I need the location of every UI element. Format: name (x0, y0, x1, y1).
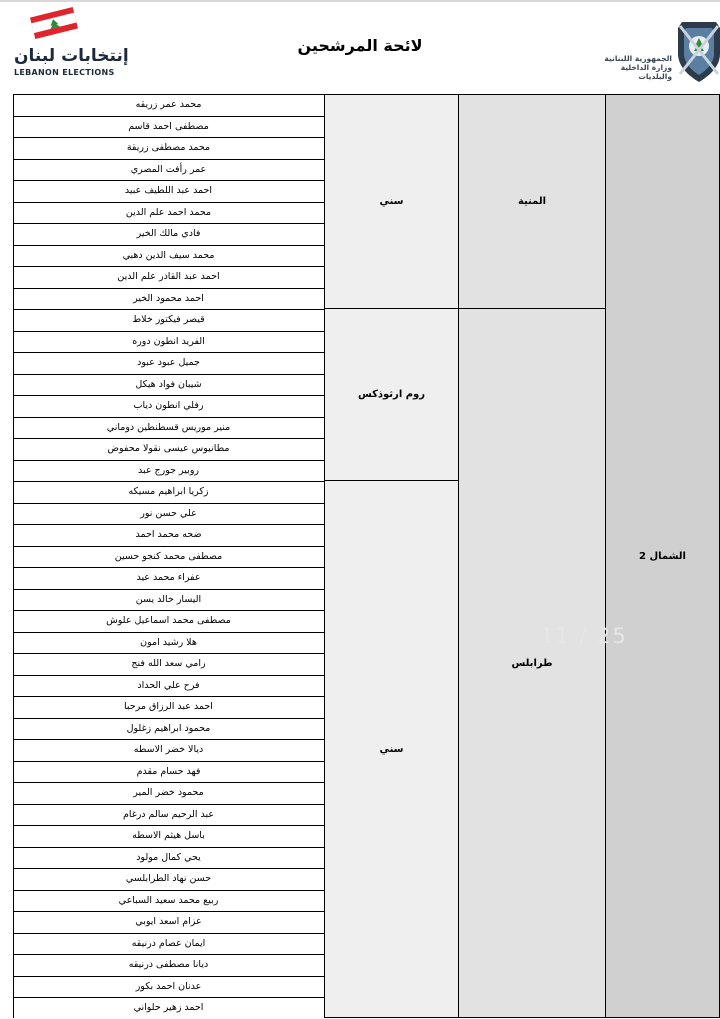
candidate-row: شيبان فواد هيكل (13, 374, 324, 396)
sect-cell-greek-orthodox: روم ارثوذكس (324, 308, 459, 481)
candidate-row: رامي سعد الله فنج (13, 653, 324, 675)
candidate-row: فهد حسام مقدم (13, 761, 324, 783)
ministry-line-1: الجمهورية اللبنانية (604, 54, 672, 63)
ministry-line-3: والبلديات (638, 72, 672, 81)
le-logo-english: LEBANON ELECTIONS (14, 68, 115, 77)
candidate-row: احمد عبد الرزاق مرحبا (13, 696, 324, 718)
candidate-row: محمد احمد علم الدين (13, 202, 324, 224)
ministry-text (604, 54, 672, 81)
candidate-row: ربيع محمد سعيد السباعي (13, 890, 324, 912)
candidate-row: روبير جورج عبد (13, 460, 324, 482)
page-header (0, 2, 720, 94)
page-title: لائحة المرشحين (297, 36, 423, 55)
candidate-row: عدنان احمد بكور (13, 976, 324, 998)
district-cell-minieh: المنية (458, 94, 606, 309)
candidate-row: ديانا مصطفى درنيقه (13, 954, 324, 976)
candidate-row: مصطفى محمد كنجو حسين (13, 546, 324, 568)
candidate-row: عفراء محمد عيد (13, 567, 324, 589)
candidates-table (13, 94, 720, 1018)
candidate-row: حسن نهاد الطرابلسي (13, 868, 324, 890)
candidate-row: ضحه محمد احمد (13, 524, 324, 546)
ministry-line-2: وزارة الداخلية (620, 63, 672, 72)
lebanon-flag-icon (30, 6, 78, 40)
sect-cell-sunni-minieh: سني (324, 94, 459, 309)
candidate-row: احمد عبد اللطيف عبيد (13, 180, 324, 202)
candidate-row: احمد زهير حلواني (13, 997, 324, 1019)
candidate-row: مصطفى محمد اسماعيل علوش (13, 610, 324, 632)
candidate-row: منير موريس قسطنطين دوماني (13, 417, 324, 439)
candidate-row: عبد الرحيم سالم درغام (13, 804, 324, 826)
candidate-row: محمود ابراهيم زغلول (13, 718, 324, 740)
sect-cell-sunni-tripoli: سني (324, 480, 459, 1018)
candidate-row: مصطفى احمد قاسم (13, 116, 324, 138)
candidate-row: احمد عبد القادر علم الدين (13, 266, 324, 288)
candidate-row: هلا رشيد امون (13, 632, 324, 654)
candidate-row: رفلي انطون دياب (13, 395, 324, 417)
candidate-row: الفريد انطون دوره (13, 331, 324, 353)
candidate-row: عزام اسعد ايوبي (13, 911, 324, 933)
candidate-row: ايمان عصام درنيقه (13, 933, 324, 955)
candidate-row: زكريا ابراهيم مسيكه (13, 481, 324, 503)
candidate-row: محمد مصطفى زريقة (13, 137, 324, 159)
candidate-row: يحي كمال مولود (13, 847, 324, 869)
candidate-row: احمد محمود الخير (13, 288, 324, 310)
region-cell-north-2: الشمال 2 (605, 94, 720, 1018)
candidate-row: فرح علي الحداد (13, 675, 324, 697)
candidate-row: علي حسن نور (13, 503, 324, 525)
ministry-shield-icon (676, 16, 720, 84)
page-counter-watermark: 11 / 25 (540, 624, 628, 648)
candidate-row: اليسار خالد يسن (13, 589, 324, 611)
candidate-row: فادي مالك الخير (13, 223, 324, 245)
candidate-row: محمد سيف الدين دهبي (13, 245, 324, 267)
candidate-row: باسل هيثم الاسطه (13, 825, 324, 847)
district-cell-tripoli: طرابلس (458, 308, 606, 1018)
candidate-row: محمود خضر المير (13, 782, 324, 804)
le-logo-arabic: إنتخابات لبنان (14, 46, 129, 66)
candidate-row: عمر رأفت المصري (13, 159, 324, 181)
candidate-row: جميل عبود عبود (13, 352, 324, 374)
candidate-row: مطانيوس عيسى نقولا محفوض (13, 438, 324, 460)
candidate-row: محمد عمر زريقه (13, 94, 324, 116)
candidate-row: ديالا خضر الاسطه (13, 739, 324, 761)
candidate-row: قيصر فيكتور خلاط (13, 309, 324, 331)
